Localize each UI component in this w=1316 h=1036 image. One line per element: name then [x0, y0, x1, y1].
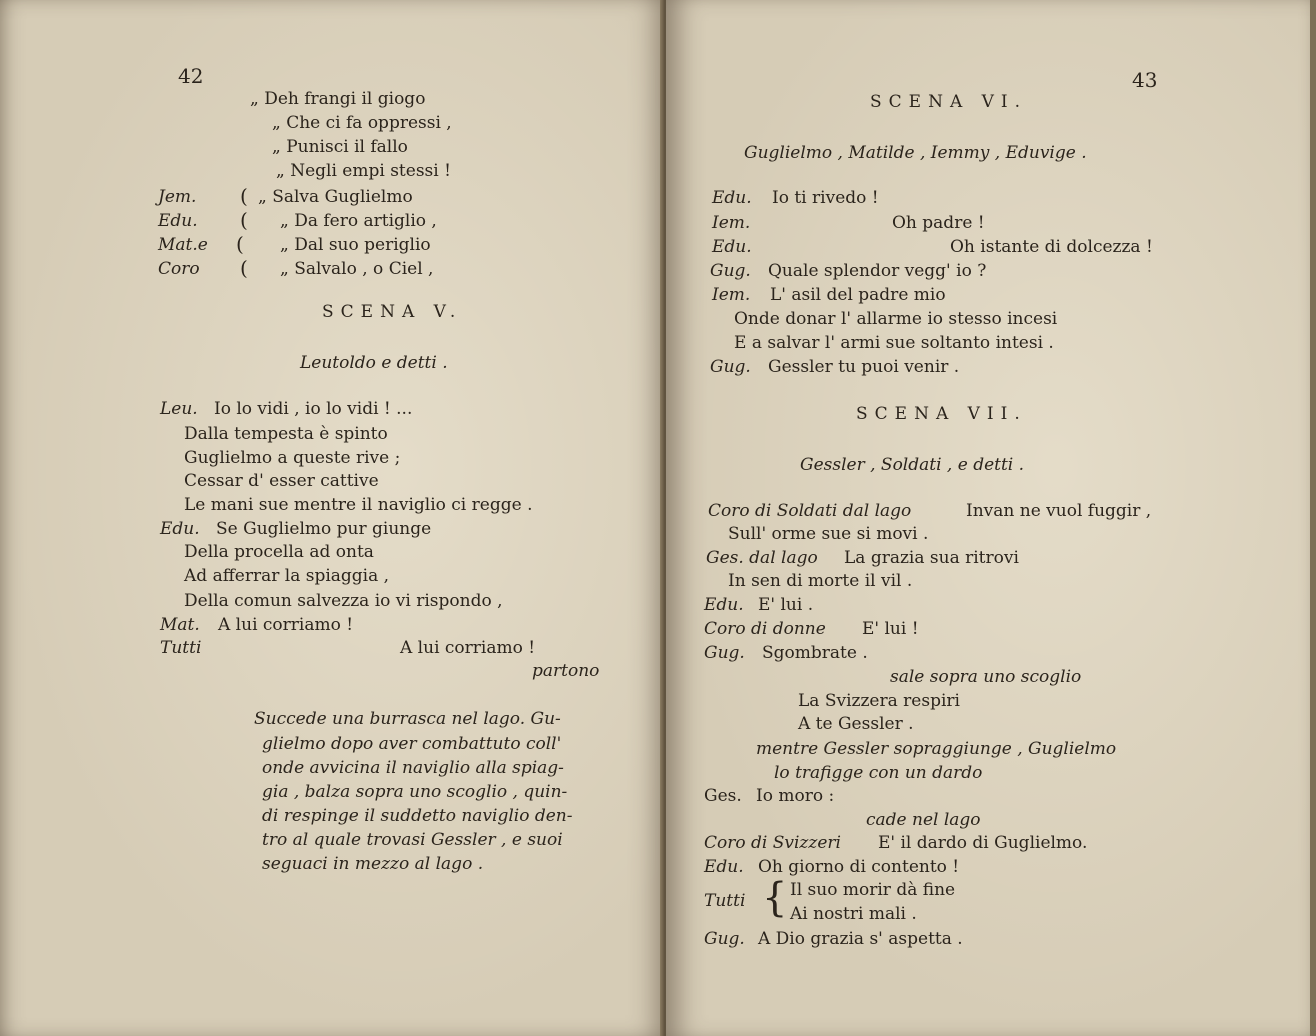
speaker: Tutti — [160, 638, 202, 658]
scene-characters: Gessler , Soldati , e detti . — [800, 455, 1025, 475]
verse-line: „ Punisci il fallo — [272, 137, 408, 157]
stage-direction-line: di respinge il suddetto naviglio den- — [262, 806, 573, 826]
right-page — [666, 0, 1316, 1036]
dialogue-line: E' il dardo di Guglielmo. — [878, 833, 1088, 853]
dialogue-line: Se Guglielmo pur giunge — [216, 519, 432, 539]
dialogue-line: Oh istante di dolcezza ! — [950, 237, 1153, 257]
speaker: Jem. — [158, 187, 197, 207]
speaker: Mat.e — [158, 235, 208, 255]
verse-line: „ Salvalo , o Ciel , — [280, 259, 434, 279]
stage-direction-line: seguaci in mezzo al lago . — [262, 854, 484, 874]
scene-title: SCENA VI. — [870, 92, 1028, 112]
stage-direction-line: Succede una burrasca nel lago. Gu- — [254, 709, 561, 729]
dialogue-line: In sen di morte il vil . — [728, 571, 913, 591]
speaker: Ges. — [704, 786, 742, 806]
scene-title: SCENA VII. — [856, 404, 1027, 424]
speaker: Coro — [158, 259, 200, 279]
speaker: Tutti — [704, 891, 746, 911]
speaker: Edu. — [704, 595, 744, 615]
page-edge-right — [1310, 0, 1316, 1036]
dialogue-line: Io lo vidi , io lo vidi ! ... — [214, 399, 413, 419]
speaker: Gug. — [704, 929, 745, 949]
dialogue-line: Ad afferrar la spiaggia , — [184, 566, 390, 586]
speaker: Leu. — [160, 399, 198, 419]
dialogue-line: E' lui ! — [862, 619, 919, 639]
dialogue-line: A lui corriamo ! — [218, 615, 354, 635]
dialogue-line: Sgombrate . — [762, 643, 868, 663]
speaker: Coro di Svizzeri — [704, 833, 841, 853]
speaker: Mat. — [160, 615, 200, 635]
stage-direction: sale sopra uno scoglio — [890, 667, 1082, 687]
dialogue-line: Il suo morir dà fine — [790, 880, 956, 900]
page-number: 43 — [1132, 68, 1158, 92]
stage-direction-line: onde avvicina il naviglio alla spiag- — [262, 758, 564, 778]
verse-line: „ Dal suo periglio — [280, 235, 431, 255]
dialogue-line: Cessar d' esser cattive — [184, 471, 379, 491]
stage-direction: lo trafigge con un dardo — [774, 763, 983, 783]
dialogue-line: A lui corriamo ! — [400, 638, 536, 658]
speaker: Ges. dal lago — [706, 548, 818, 568]
dialogue-line: Guglielmo a queste rive ; — [184, 448, 401, 468]
dialogue-line: E a salvar l' armi sue soltanto intesi . — [734, 333, 1054, 353]
dialogue-line: E' lui . — [758, 595, 814, 615]
dialogue-line: Invan ne vuol fuggir , — [966, 501, 1152, 521]
dialogue-line: L' asil del padre mio — [770, 285, 946, 305]
speaker: Coro di donne — [704, 619, 826, 639]
speaker: Edu. — [712, 188, 752, 208]
dialogue-line: Io ti rivedo ! — [772, 188, 879, 208]
verse-line: „ Deh frangi il giogo — [250, 89, 426, 109]
dialogue-line: A Dio grazia s' aspetta . — [758, 929, 963, 949]
dialogue-line: Sull' orme sue si movi . — [728, 524, 929, 544]
dialogue-line: Ai nostri mali . — [790, 904, 917, 924]
dialogue-line: Della comun salvezza io vi rispondo , — [184, 591, 503, 611]
speaker: Edu. — [704, 857, 744, 877]
brace-glyph: ( — [240, 256, 248, 280]
dialogue-line: La Svizzera respiri — [798, 691, 960, 711]
speaker: Edu. — [158, 211, 198, 231]
scene-title: SCENA V. — [322, 302, 463, 322]
dialogue-line: Io moro : — [756, 786, 835, 806]
page-number: 42 — [178, 64, 204, 88]
dialogue-line: Le mani sue mentre il naviglio ci regge . — [184, 495, 533, 515]
dialogue-line: La grazia sua ritrovi — [844, 548, 1019, 568]
speaker: Iem. — [712, 213, 751, 233]
dialogue-line: Onde donar l' allarme io stesso incesi — [734, 309, 1058, 329]
speaker: Edu. — [160, 519, 200, 539]
verse-line: „ Salva Guglielmo — [258, 187, 413, 207]
dialogue-line: Della procella ad onta — [184, 542, 374, 562]
dialogue-line: Oh padre ! — [892, 213, 985, 233]
stage-direction: cade nel lago — [866, 810, 981, 830]
stage-direction-line: gia , balza sopra uno scoglio , quin- — [262, 782, 568, 802]
dialogue-line: Quale splendor vegg' io ? — [768, 261, 987, 281]
speaker: Gug. — [710, 261, 751, 281]
speaker: Edu. — [712, 237, 752, 257]
verse-line: „ Da fero artiglio , — [280, 211, 437, 231]
dialogue-line: A te Gessler . — [798, 714, 914, 734]
brace-glyph: ( — [240, 184, 248, 208]
dialogue-line: Gessler tu puoi venir . — [768, 357, 960, 377]
dialogue-line: Oh giorno di contento ! — [758, 857, 960, 877]
stage-direction: partono — [532, 661, 600, 681]
stage-direction-line: glielmo dopo aver combattuto coll' — [262, 734, 562, 754]
brace-glyph: { — [762, 875, 788, 921]
brace-glyph: ( — [236, 232, 244, 256]
stage-direction-line: tro al quale trovasi Gessler , e suoi — [262, 830, 563, 850]
stage-direction: mentre Gessler sopraggiunge , Guglielmo — [756, 739, 1117, 759]
speaker: Iem. — [712, 285, 751, 305]
dialogue-line: Dalla tempesta è spinto — [184, 424, 388, 444]
scene-characters: Guglielmo , Matilde , Iemmy , Eduvige . — [744, 143, 1087, 163]
scene-characters: Leutoldo e detti . — [300, 353, 448, 373]
verse-line: „ Che ci fa oppressi , — [272, 113, 452, 133]
verse-line: „ Negli empi stessi ! — [276, 161, 451, 181]
speaker: Coro di Soldati dal lago — [708, 501, 912, 521]
brace-glyph: ( — [240, 208, 248, 232]
speaker: Gug. — [704, 643, 745, 663]
speaker: Gug. — [710, 357, 751, 377]
